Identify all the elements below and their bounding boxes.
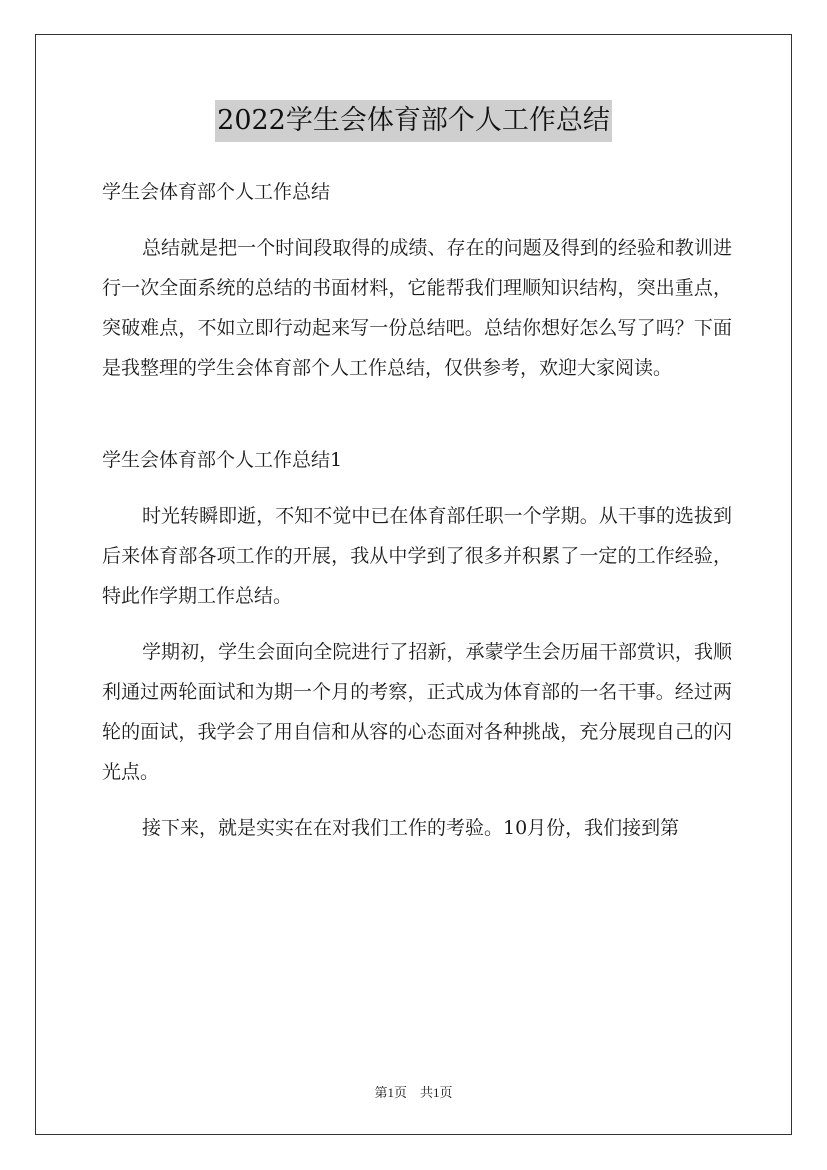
- section-heading: 学生会体育部个人工作总结1: [102, 449, 343, 471]
- spacer: [102, 212, 732, 228]
- spacer: [102, 792, 732, 808]
- body-paragraph-3: 接下来，就是实实在在对我们工作的考验。10月份，我们接到第: [142, 817, 680, 839]
- page-number: 第1页 共1页: [374, 1085, 453, 1100]
- document-title: 2022学生会体育部个人工作总结: [215, 100, 612, 142]
- document-heading: 学生会体育部个人工作总结: [102, 181, 331, 203]
- document-body: [102, 172, 732, 848]
- spacer: [102, 388, 732, 440]
- document-title-container: [0, 100, 827, 142]
- spacer: [102, 616, 732, 632]
- body-paragraph-1: 时光转瞬即逝，不知不觉中已在体育部任职一个学期。从干事的选拔到后来体育部各项工作的开展，我从中学到了很多并积累了一定的工作经验，特此作学期工作总结。: [102, 505, 732, 607]
- page-footer: [0, 1084, 827, 1102]
- spacer: [102, 480, 732, 496]
- intro-paragraph: 总结就是把一个时间段取得的成绩、存在的问题及得到的经验和教训进行一次全面系统的总结的书面材料，它能帮我们理顺知识结构，突出重点，突破难点，不如立即行动起来写一份总结吧。总结你想好怎么写了吗？下面是我整理的学生会体育部个人工作总结，仅供参考，欢迎大家阅读。: [102, 237, 732, 379]
- body-paragraph-2: 学期初，学生会面向全院进行了招新，承蒙学生会历届干部赏识，我顺利通过两轮面试和为期一个月的考察，正式成为体育部的一名干事。经过两轮的面试，我学会了用自信和从容的心态面对各种挑战，充分展现自己的闪光点。: [102, 641, 732, 783]
